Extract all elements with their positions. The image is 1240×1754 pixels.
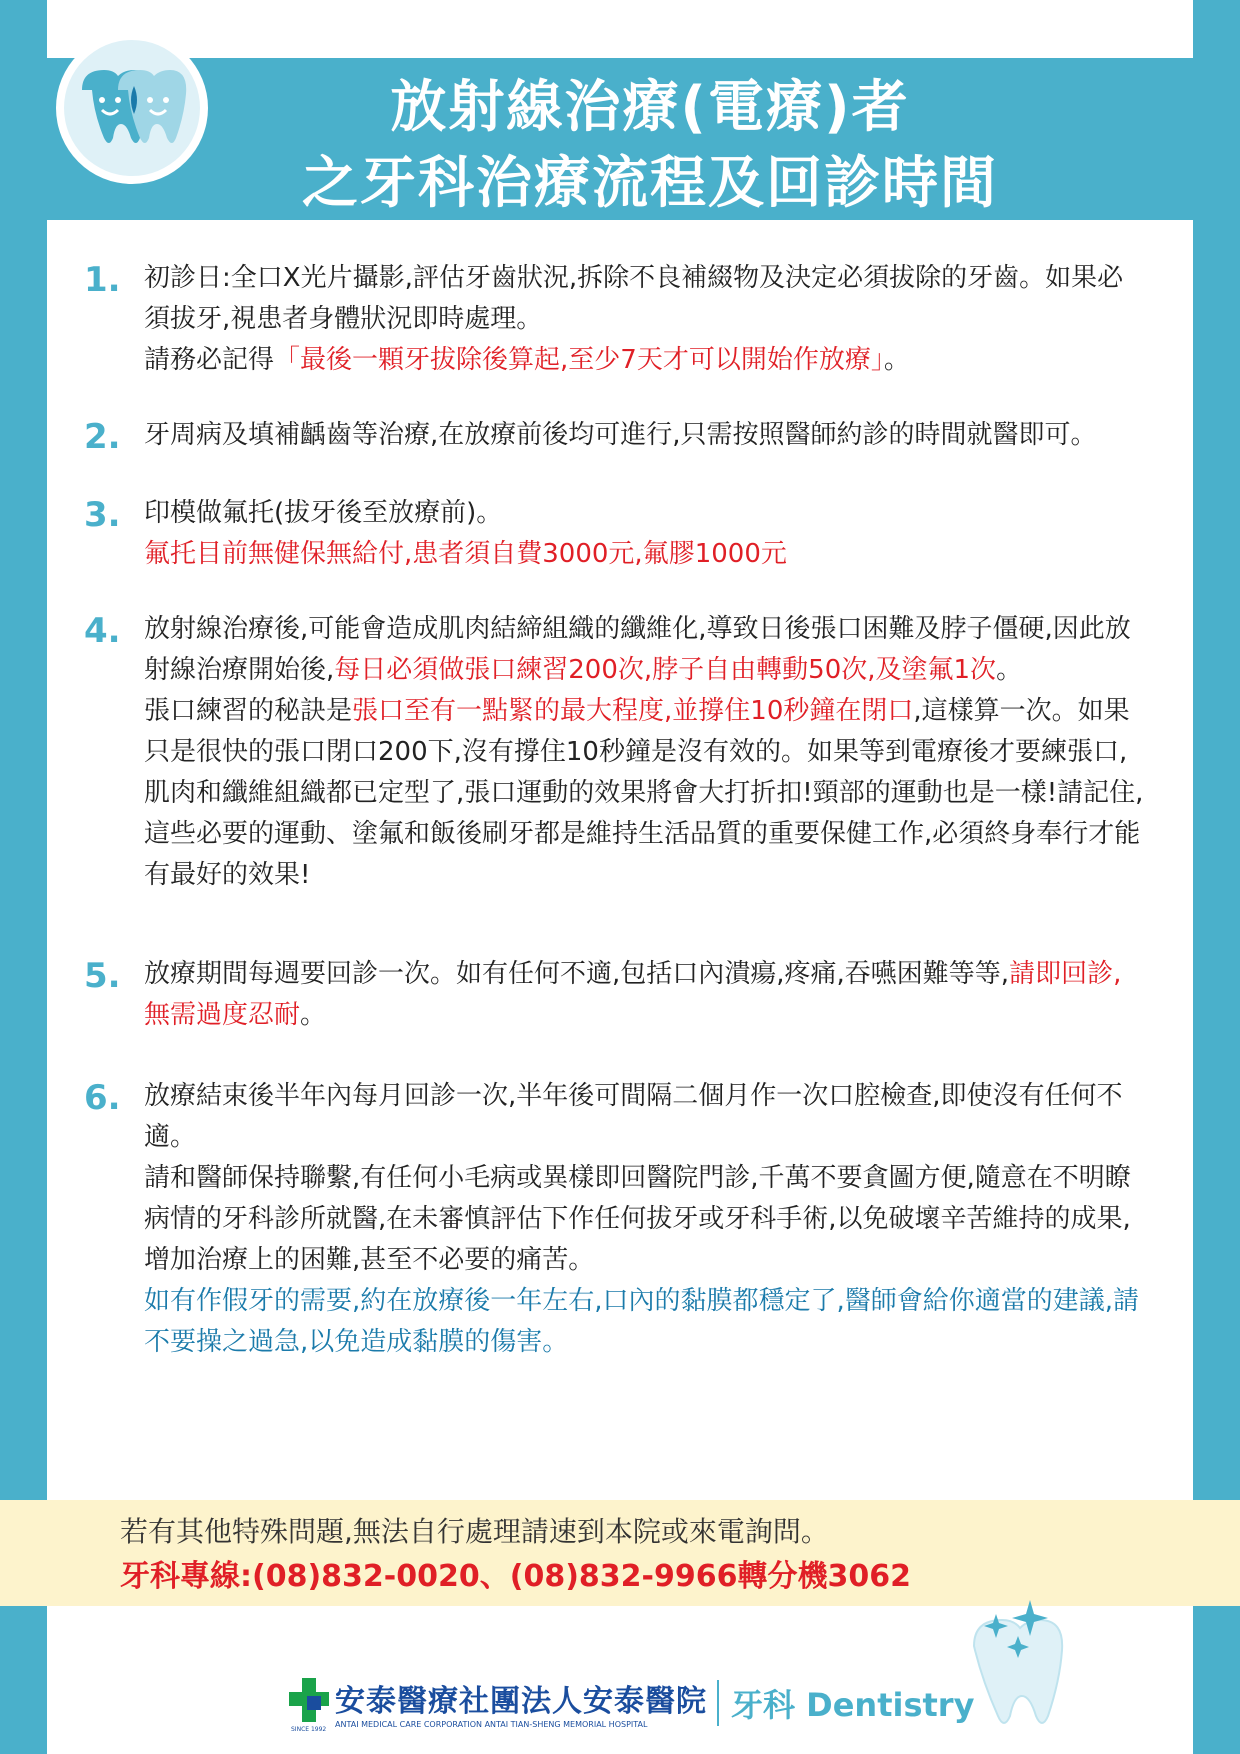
step-text: 牙周病及填補齲齒等治療,在放療前後均可進行,只需按照醫師約診的時間就醫即可。 xyxy=(144,420,1097,450)
step-number: 4. xyxy=(84,611,121,651)
text-span: ,這樣算一次。如果只是很快的張口閉口200下,沒有撐住10秒鐘是沒有效的。如果等到電療後才要練張口,肌肉和纖維組織都已定型了,張口運動的效果將會大打折扣!頸部的運動也是一樣!請記住,這些必要的運動、塗氟和飯後刷牙都是維持生活品質的重要保健工作,必須終身奉行才能有最好的效果! xyxy=(144,696,1144,890)
highlight-red: 「最後一顆牙拔除後算起,至少7天才可以開始作放療」 xyxy=(274,345,884,375)
text-span: 。 xyxy=(300,1000,327,1030)
text-span: 張口練習的秘訣是 xyxy=(144,696,353,726)
hospital-logo xyxy=(285,1672,985,1736)
highlight-red: 氟托目前無健保無給付,患者須自費3000元,氟膠1000元 xyxy=(144,539,787,569)
hospital-cross-icon xyxy=(289,1678,329,1722)
step-body xyxy=(144,493,1144,575)
text-span: 放療期間每週要回診一次。如有任何不適,包括口內潰瘍,疼痛,吞嚥困難等等, xyxy=(144,959,1010,989)
department-label: 牙科 Dentistry xyxy=(731,1686,975,1724)
step-text: 請和醫師保持聯繫,有任何小毛病或異樣即回醫院門診,千萬不要貪圖方便,隨意在不明瞭病情的牙科診所就醫,在未審慎評估下作任何拔牙或牙科手術,以免破壞辛苦維持的成果,增加治療上的困難,甚至不必要的痛苦。 xyxy=(144,1163,1131,1275)
step-body xyxy=(144,609,1144,896)
step-text: 初診日:全口X光片攝影,評估牙齒狀況,拆除不良補綴物及決定必須拔除的牙齒。如果必須拔牙,視患者身體狀況即時處理。 xyxy=(144,263,1124,334)
page-title xyxy=(0,70,1240,222)
list-item xyxy=(84,415,1144,459)
hospital-english-name: ANTAI MEDICAL CARE CORPORATION ANTAI TIAN-SHENG MEMORIAL HOSPITAL xyxy=(335,1720,648,1729)
list-item xyxy=(84,609,1144,896)
step-text: 放療結束後半年內每月回診一次,半年後可間隔二個月作一次口腔檢查,即使沒有任何不適。 xyxy=(144,1081,1123,1152)
hospital-name: 安泰醫療社團法人安泰醫院 xyxy=(335,1684,707,1719)
step-text: 印模做氟托(拔牙後至放療前)。 xyxy=(144,498,503,528)
list-item xyxy=(84,258,1144,381)
list-item xyxy=(84,1076,1144,1363)
step-number: 2. xyxy=(84,417,121,457)
step-number: 3. xyxy=(84,495,121,535)
list-item xyxy=(84,954,1144,1036)
step-text xyxy=(144,954,1144,1036)
highlight-red: 每日必須做張口練習200次,脖子自由轉動50次,及塗氟1次 xyxy=(334,655,997,685)
list-item xyxy=(84,493,1144,575)
step-number: 1. xyxy=(84,260,121,300)
contact-question: 若有其他特殊問題,無法自行處理請速到本院或來電詢問。 xyxy=(120,1515,829,1548)
since-label: SINCE 1992 xyxy=(291,1726,327,1733)
step-number: 6. xyxy=(84,1078,121,1118)
step-number: 5. xyxy=(84,956,121,996)
title-line1: 放射線治療(電療)者 xyxy=(390,75,910,140)
highlight-blue: 如有作假牙的需要,約在放療後一年左右,口內的黏膜都穩定了,醫師會給你適當的建議,請不要操之過急,以免造成黏膜的傷害。 xyxy=(144,1286,1140,1357)
text-span: 。 xyxy=(883,345,910,375)
highlight-red: 請即回診,無需過度忍耐 xyxy=(144,959,1122,1030)
divider xyxy=(717,1680,719,1726)
step-text xyxy=(144,609,1144,691)
step-body xyxy=(144,1076,1144,1363)
step-text xyxy=(144,340,1144,381)
highlight-red: 張口至有一點緊的最大程度,並撐住10秒鐘在閉口 xyxy=(352,696,914,726)
step-text xyxy=(144,691,1144,896)
text-span: 。 xyxy=(996,655,1023,685)
step-body xyxy=(144,258,1144,381)
steps-list xyxy=(84,258,1144,1397)
step-body xyxy=(144,954,1144,1036)
step-body xyxy=(144,415,1144,459)
dental-phone: 牙科專線:(08)832-0020、(08)832-9966轉分機3062 xyxy=(120,1559,911,1594)
title-line2: 之牙科治療流程及回診時間 xyxy=(302,151,998,216)
text-span: 請務必記得 xyxy=(144,345,275,375)
text-span: 放射線治療後,可能會造成肌肉結締組織的纖維化,導致日後張口困難及脖子僵硬,因此放射線治療開始後, xyxy=(144,614,1131,685)
